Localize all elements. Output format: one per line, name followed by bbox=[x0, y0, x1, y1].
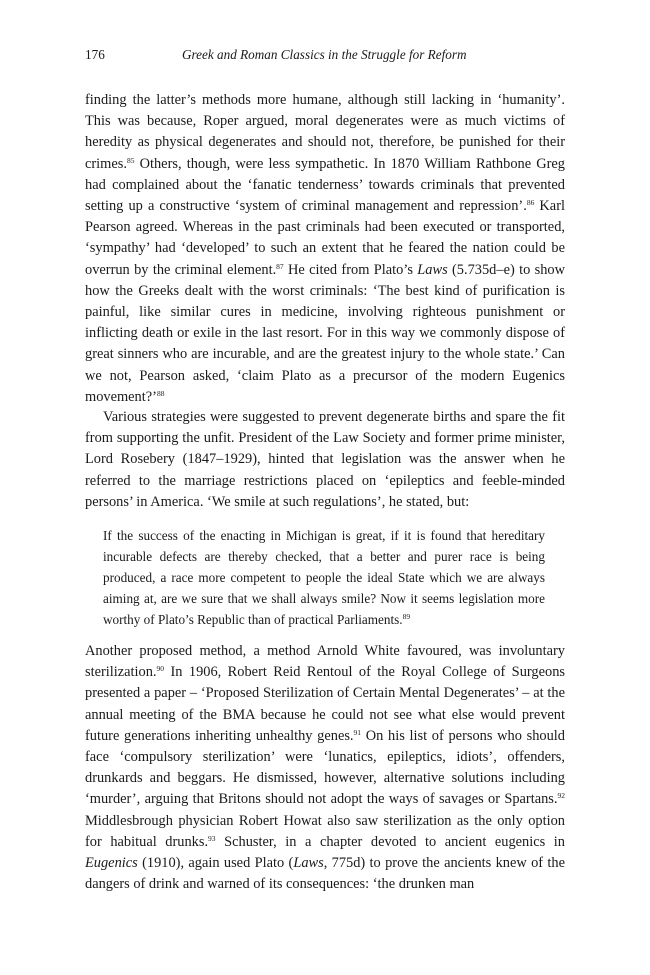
text-run: finding the latter’s methods more humane, although still lacking in ‘humanity’. This was because, Roper argued, moral degenerates were as much victims of heredity as physical degenerates and should not, therefore, be punished for their crimes. bbox=[85, 92, 565, 172]
running-title: Greek and Roman Classics in the Struggle for Reform bbox=[182, 47, 467, 62]
text-run: , 775d) to prove the ancients knew of the dangers of drink and warned of its consequences: ‘the drunken man bbox=[85, 855, 565, 893]
text-run: Another proposed method, a method Arnold White favoured, was involuntary sterilization. bbox=[85, 643, 565, 681]
text-run: Others, though, were less sympathetic. In 1870 William Rathbone Greg had complained about the ‘fanatic tenderness’ towards criminals that prevented setting up a constructive ‘system of criminal management and repression’. bbox=[85, 155, 565, 215]
paragraph-1 bbox=[85, 90, 565, 408]
paragraph-text bbox=[85, 641, 565, 895]
paragraph-text bbox=[85, 90, 565, 408]
text-run: (5.735d–e) to show how the Greeks dealt with the worst criminals: ‘The best kind of purification is painful, like similar cures in medicine, involving righteous punishment or inflicting death or exile in the last resort. For in this way we commonly dispose of great sinners who are incurable, and are the greatest injury to the whole state.’ Can we not, Pearson asked, ‘claim Plato as a precursor of the modern Eugenics movement?’ bbox=[85, 261, 565, 405]
text-run: (1910), again used Plato ( bbox=[137, 855, 294, 872]
footnote-marker: 93 bbox=[208, 833, 216, 843]
text-run: If the success of the enacting in Michigan is great, if it is found that hereditary incurable defects are thereby checked, that a better and purer race is being produced, a race more competent to people the ideal State which we are always aiming at, are we sure that we shall always smile? Now it seems legislation more worthy of Plato’s Republic than of practical Parliaments. bbox=[103, 528, 545, 627]
quote-text bbox=[103, 525, 545, 630]
footnote-marker: 87 bbox=[276, 261, 284, 271]
italic-title: Eugenics bbox=[85, 855, 138, 872]
paragraph-text bbox=[85, 407, 565, 513]
footnote-marker: 89 bbox=[402, 612, 411, 621]
text-run: Various strategies were suggested to prevent degenerate births and spare the fit from supporting the unfit. President of the Law Society and former prime minister, Lord Rosebery (1847–1929), hinted that legislation was the answer when he referred to the marriage restrictions placed on ‘epileptics and feeble-minded persons’ in America. ‘We smile at such regulations’, he stated, but: bbox=[85, 409, 565, 510]
footnote-marker: 90 bbox=[156, 664, 165, 674]
paragraph-2 bbox=[85, 407, 565, 513]
italic-title: Laws bbox=[417, 261, 448, 278]
footnote-marker: 86 bbox=[526, 198, 535, 208]
page-number: 176 bbox=[85, 47, 105, 62]
text-run: Middlesbrough physician Robert Howat also saw sterilization as the only option for habitual drunks. bbox=[85, 812, 565, 850]
text-run: Karl Pearson agreed. Whereas in the past criminals had been executed or transported, ‘sympathy’ had ‘developed’ to such an extent that he feared the nation could be overrun by the criminal element. bbox=[85, 198, 565, 278]
text-run: Schuster, in a chapter devoted to ancient eugenics in bbox=[215, 833, 565, 850]
running-header bbox=[85, 45, 565, 65]
footnote-marker: 92 bbox=[557, 791, 565, 801]
text-run: In 1906, Robert Reid Rentoul of the Royal College of Surgeons presented a paper – ‘Proposed Sterilization of Certain Mental Degenerates’ – at the annual meeting of the BMA because he could not see what else would prevent future generations inheriting unhealthy genes. bbox=[85, 664, 565, 744]
italic-title: Laws bbox=[293, 855, 324, 872]
footnote-marker: 88 bbox=[156, 388, 165, 398]
text-run: He cited from Plato’s bbox=[283, 261, 418, 278]
footnote-marker: 91 bbox=[353, 727, 362, 737]
text-run: On his list of persons who should face ‘compulsory sterilization’ were ‘lunatics, epileptics, idiots’, offenders, drunkards and beggars. He dismissed, however, alternative solutions including ‘murder’, arguing that Britons should not adopt the ways of savages or Spartans. bbox=[85, 727, 565, 808]
footnote-marker: 85 bbox=[126, 155, 135, 165]
paragraph-3 bbox=[85, 641, 565, 895]
block-quote bbox=[103, 525, 545, 630]
